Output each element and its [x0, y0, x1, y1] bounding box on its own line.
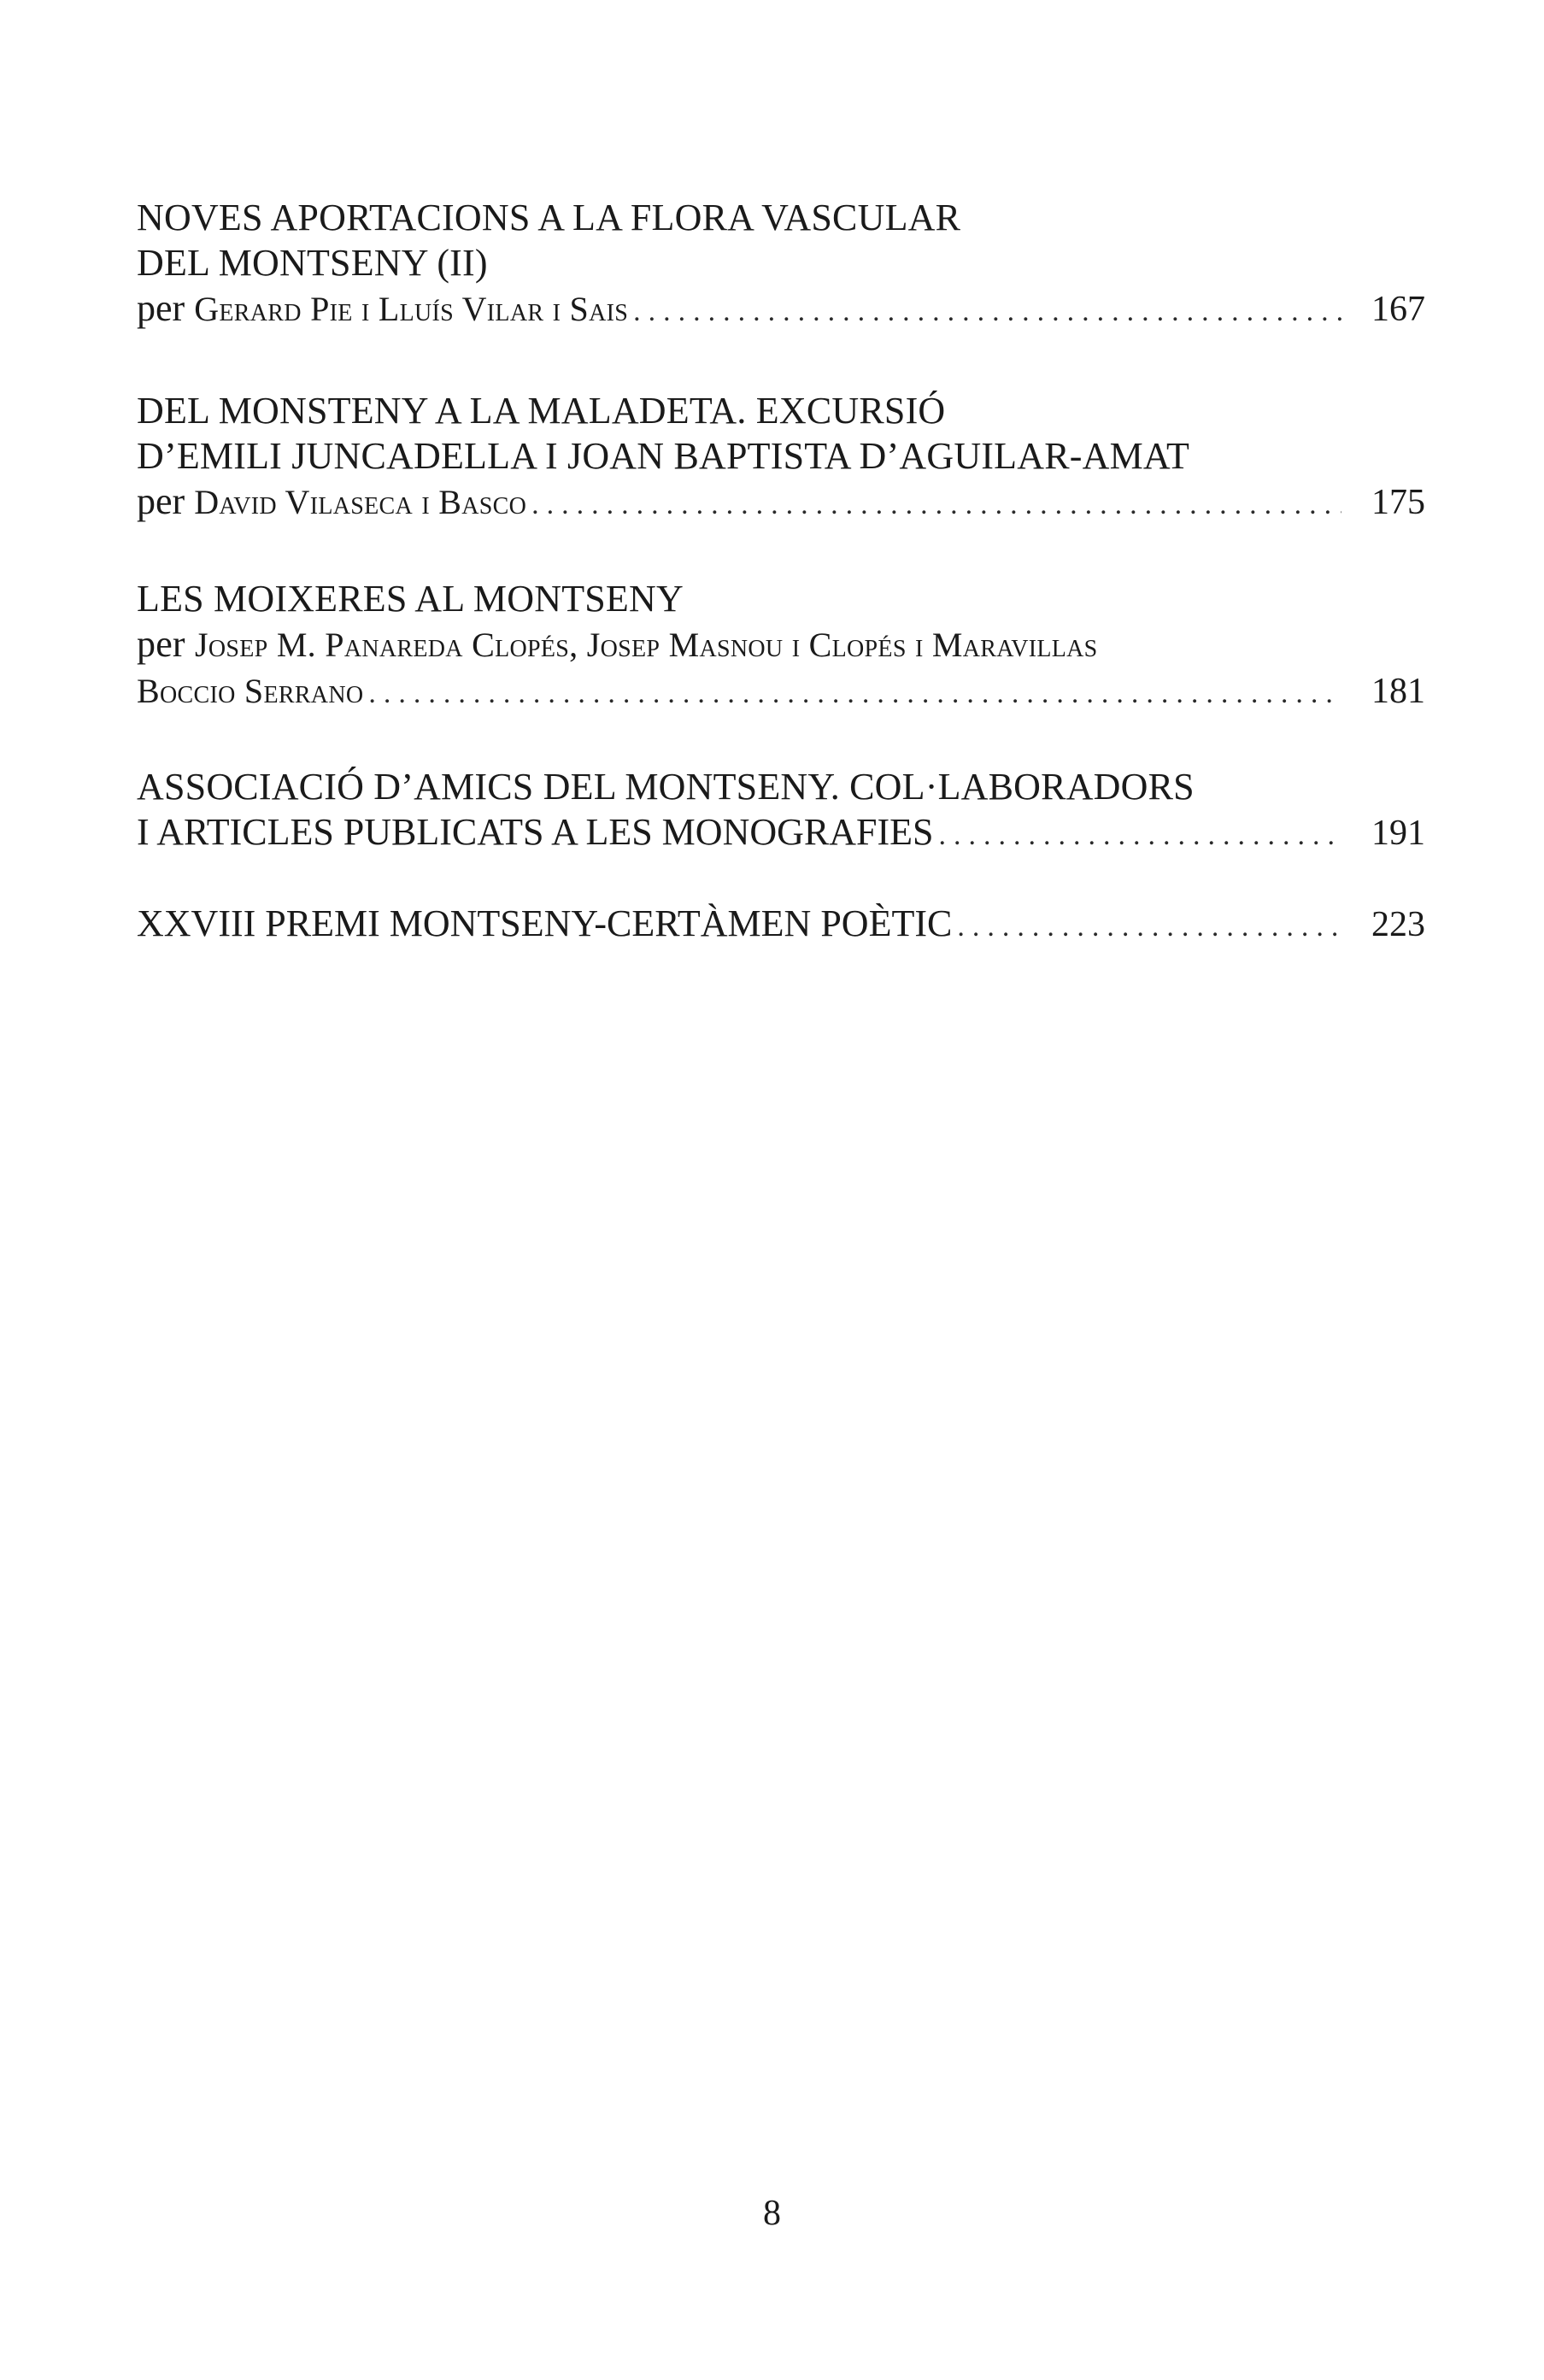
page-number: 181	[1371, 672, 1425, 711]
leader-dots	[633, 289, 1341, 334]
page-number: 223	[1371, 905, 1425, 944]
page-number: 167	[1371, 290, 1425, 329]
toc-entry	[137, 388, 1425, 527]
toc-entry	[137, 195, 1425, 334]
entry-author-line-1	[137, 621, 1425, 667]
leader-dots	[939, 813, 1342, 858]
toc-entry	[137, 901, 1425, 949]
author-prefix: per	[137, 480, 195, 522]
toc-entry	[137, 764, 1425, 858]
page-number: 191	[1371, 814, 1425, 853]
author-name: Boccio Serrano	[137, 672, 364, 710]
author-prefix: per	[137, 287, 195, 329]
entry-author-line	[137, 285, 1425, 334]
entry-title-line: DEL MONTSENY (II)	[137, 242, 488, 284]
entry-title-line: LES MOIXERES AL MONTSENY	[137, 578, 684, 620]
leader-dots	[531, 482, 1341, 527]
page-folio: 8	[763, 2194, 781, 2233]
entry-title-line: NOVES APORTACIONS A LA FLORA VASCULAR	[137, 197, 961, 238]
entry-author-line	[137, 479, 1425, 527]
entry-author-line	[137, 667, 1425, 716]
author-name: Gerard Pie i Lluís Vilar i Sais	[194, 290, 629, 328]
toc-entry	[137, 576, 1425, 716]
entry-title-line: D’EMILI JUNCADELLA I JOAN BAPTISTA D’AGUILAR-AMAT	[137, 435, 1190, 477]
page-number: 175	[1371, 483, 1425, 522]
entry-title-line: DEL MONSTENY A LA MALADETA. EXCURSIÓ	[137, 390, 946, 432]
author-prefix: per	[137, 623, 195, 665]
entry-title-last-line	[137, 901, 1425, 949]
author-name: David Vilaseca i Basco	[194, 483, 527, 521]
entry-title-last-line	[137, 809, 1425, 858]
entry-title-line: ASSOCIACIÓ D’AMICS DEL MONTSENY. COL·LABORADORS	[137, 766, 1195, 808]
author-name: Josep M. Panareda Clopés, Josep Masnou i Clopés i Maravillas	[194, 626, 1098, 664]
entry-title-line: XXVIII PREMI MONTSENY-CERTÀMEN POÈTIC	[137, 902, 953, 944]
leader-dots	[368, 671, 1341, 716]
entry-title-line: I ARTICLES PUBLICATS A LES MONOGRAFIES	[137, 811, 934, 853]
leader-dots	[957, 904, 1341, 949]
